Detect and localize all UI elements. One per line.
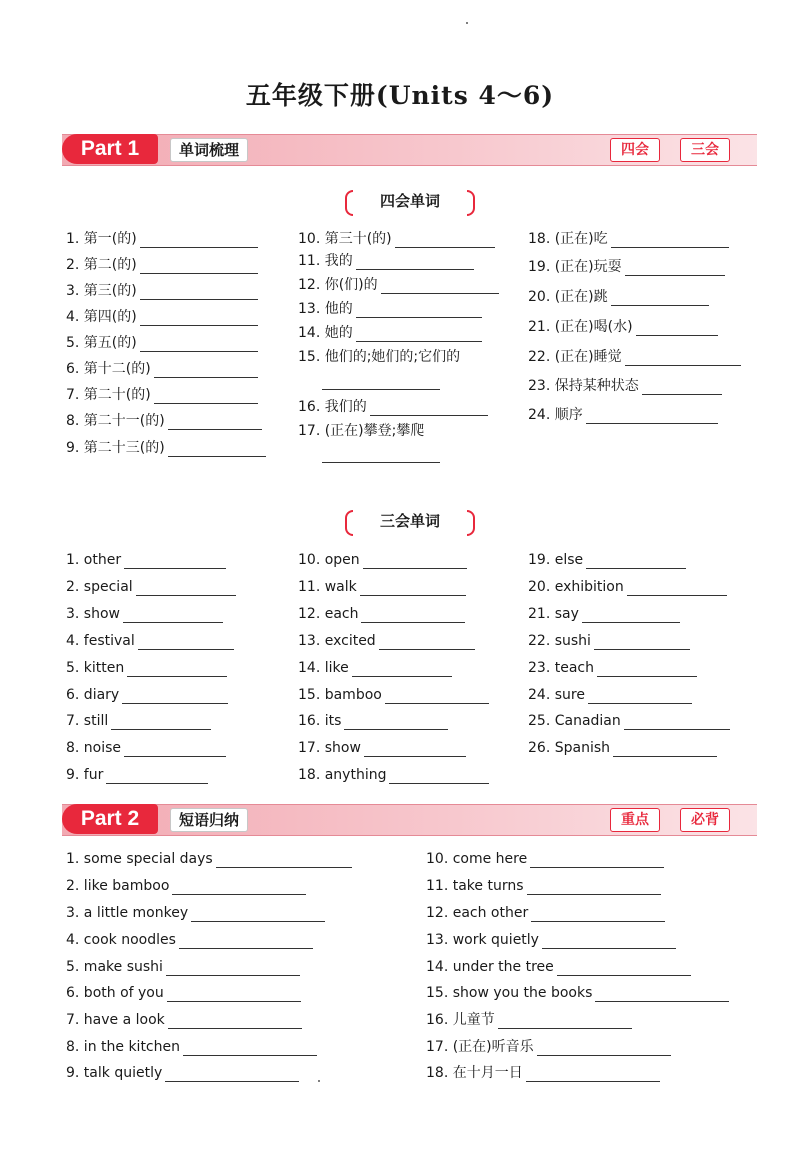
word-item: 16. its [298, 712, 448, 730]
word-item: 18. (正在)吃 [528, 230, 729, 248]
phrase-item: 9. talk quietly [66, 1064, 299, 1082]
phrase-item: 10. come here [426, 850, 664, 868]
part1-label: 单词梳理 [170, 138, 248, 162]
part2-header [62, 804, 757, 836]
answer-blank[interactable] [642, 380, 722, 395]
word-item: 22. (正在)睡觉 [528, 348, 741, 366]
answer-blank[interactable] [370, 401, 488, 416]
phrase-item: 5. make sushi [66, 958, 300, 976]
part1-header [62, 134, 757, 166]
answer-blank[interactable] [356, 255, 474, 270]
answer-blank[interactable] [627, 581, 727, 596]
word-item: 1. other [66, 551, 226, 569]
answer-blank[interactable] [588, 689, 692, 704]
word-item: 19. (正在)玩耍 [528, 258, 725, 276]
part1-tag-three: 三会 [680, 138, 730, 162]
word-item: 4. festival [66, 632, 234, 650]
phrase-item: 12. each other [426, 904, 665, 922]
answer-blank[interactable] [168, 442, 266, 457]
word-item: 21. (正在)喝(水) [528, 318, 718, 336]
answer-blank[interactable] [191, 907, 325, 922]
answer-blank[interactable] [625, 351, 741, 366]
answer-blank[interactable] [586, 554, 686, 569]
word-item: 13. excited [298, 632, 475, 650]
word-item: 9. fur [66, 766, 208, 784]
word-item: 3. 第三(的) [66, 282, 258, 300]
word-item: 19. else [528, 551, 686, 569]
answer-blank[interactable] [381, 279, 499, 294]
word-item: 7. 第二十(的) [66, 386, 258, 404]
word-item: 24. sure [528, 686, 692, 704]
answer-blank[interactable] [216, 853, 352, 868]
phrase-item: 13. work quietly [426, 931, 676, 949]
word-item: 14. 她的 [298, 324, 482, 342]
word-item: 4. 第四(的) [66, 308, 258, 326]
word-item: 21. say [528, 605, 680, 623]
phrase-item: 14. under the tree [426, 958, 691, 976]
word-item: 7. still [66, 712, 211, 730]
answer-blank[interactable] [123, 608, 223, 623]
word-item: 1. 第一(的) [66, 230, 258, 248]
answer-blank[interactable] [154, 363, 258, 378]
phrase-item: 17. (正在)听音乐 [426, 1038, 671, 1056]
answer-blank[interactable] [344, 715, 448, 730]
answer-blank[interactable] [179, 934, 313, 949]
answer-blank[interactable] [595, 987, 729, 1002]
answer-blank[interactable] [106, 769, 208, 784]
phrase-item: 2. like bamboo [66, 877, 306, 895]
answer-blank[interactable] [597, 662, 697, 677]
answer-blank[interactable] [364, 742, 466, 757]
word-item: 11. walk [298, 578, 466, 596]
answer-blank[interactable] [526, 1067, 660, 1082]
three-skill-heading: 三会单词 [345, 508, 475, 534]
phrase-item: 11. take turns [426, 877, 661, 895]
answer-blank[interactable] [168, 1014, 302, 1029]
answer-blank[interactable] [557, 961, 691, 976]
answer-blank[interactable] [172, 880, 306, 895]
answer-blank[interactable] [363, 554, 467, 569]
word-item: 12. each [298, 605, 465, 623]
answer-blank[interactable] [356, 327, 482, 342]
answer-blank[interactable] [183, 1041, 317, 1056]
word-item: 20. exhibition [528, 578, 727, 596]
word-item: 5. kitten [66, 659, 227, 677]
answer-blank[interactable] [124, 554, 226, 569]
word-item: 26. Spanish [528, 739, 717, 757]
answer-blank[interactable] [361, 608, 465, 623]
answer-blank[interactable] [360, 581, 466, 596]
phrase-item: 7. have a look [66, 1011, 302, 1029]
word-item: 2. special [66, 578, 236, 596]
answer-blank[interactable] [531, 907, 665, 922]
word-item: 9. 第二十三(的) [66, 439, 266, 457]
answer-blank[interactable] [611, 233, 729, 248]
word-item: 8. noise [66, 739, 226, 757]
word-item: 10. 第三十(的) [298, 230, 495, 248]
part1-tag-four: 四会 [610, 138, 660, 162]
answer-blank[interactable] [322, 462, 440, 463]
page-title: 五年级下册(Units 4～6) [245, 81, 555, 110]
word-item: 11. 我的 [298, 252, 474, 270]
answer-blank[interactable] [322, 389, 440, 390]
word-item: 16. 我们的 [298, 398, 488, 416]
answer-blank[interactable] [624, 715, 730, 730]
word-item: 6. 第十二(的) [66, 360, 258, 378]
speck [466, 22, 468, 24]
answer-blank[interactable] [636, 321, 718, 336]
answer-blank[interactable] [165, 1067, 299, 1082]
word-item: 17. (正在)攀登;攀爬 [298, 423, 425, 439]
answer-blank[interactable] [611, 291, 709, 306]
word-item: 6. diary [66, 686, 228, 704]
word-item: 10. open [298, 551, 467, 569]
answer-blank[interactable] [154, 389, 258, 404]
part2-pill: Part 2 [62, 804, 158, 834]
word-item: 3. show [66, 605, 223, 623]
word-item: 15. 他们的;她们的;它们的 [298, 349, 461, 365]
answer-blank[interactable] [389, 769, 489, 784]
answer-blank[interactable] [124, 742, 226, 757]
part2-label: 短语归纳 [170, 808, 248, 832]
phrase-item: 8. in the kitchen [66, 1038, 317, 1056]
word-item: 13. 他的 [298, 300, 482, 318]
answer-blank[interactable] [138, 635, 234, 650]
answer-blank[interactable] [140, 259, 258, 274]
word-item: 22. sushi [528, 632, 690, 650]
answer-blank[interactable] [136, 581, 236, 596]
phrase-item: 6. both of you [66, 984, 301, 1002]
part1-pill: Part 1 [62, 134, 158, 164]
word-item: 23. teach [528, 659, 697, 677]
answer-blank[interactable] [527, 880, 661, 895]
word-item: 2. 第二(的) [66, 256, 258, 274]
answer-blank[interactable] [167, 987, 301, 1002]
answer-blank[interactable] [530, 853, 664, 868]
phrase-item: 4. cook noodles [66, 931, 313, 949]
answer-blank[interactable] [379, 635, 475, 650]
answer-blank[interactable] [542, 934, 676, 949]
word-item: 8. 第二十一(的) [66, 412, 262, 430]
word-item: 24. 顺序 [528, 406, 718, 424]
word-item: 23. 保持某种状态 [528, 377, 722, 395]
answer-blank[interactable] [594, 635, 690, 650]
answer-blank[interactable] [537, 1041, 671, 1056]
answer-blank[interactable] [140, 311, 258, 326]
answer-blank[interactable] [625, 261, 725, 276]
answer-blank[interactable] [582, 608, 680, 623]
phrase-item: 15. show you the books [426, 984, 729, 1002]
answer-blank[interactable] [122, 689, 228, 704]
answer-blank[interactable] [586, 409, 718, 424]
word-item: 25. Canadian [528, 712, 730, 730]
phrase-item: 18. 在十月一日 [426, 1064, 660, 1082]
word-item: 5. 第五(的) [66, 334, 258, 352]
word-item: 15. bamboo [298, 686, 489, 704]
phrase-item: 1. some special days [66, 850, 352, 868]
answer-blank[interactable] [140, 233, 258, 248]
answer-blank[interactable] [140, 285, 258, 300]
word-item: 18. anything [298, 766, 489, 784]
word-item: 17. show [298, 739, 466, 757]
part2-tag-key: 重点 [610, 808, 660, 832]
answer-blank[interactable] [395, 233, 495, 248]
answer-blank[interactable] [352, 662, 452, 677]
answer-blank[interactable] [385, 689, 489, 704]
answer-blank[interactable] [140, 337, 258, 352]
word-item: 14. like [298, 659, 452, 677]
answer-blank[interactable] [127, 662, 227, 677]
speck [318, 1080, 320, 1082]
answer-blank[interactable] [111, 715, 211, 730]
word-item: 20. (正在)跳 [528, 288, 709, 306]
answer-blank[interactable] [166, 961, 300, 976]
four-skill-heading: 四会单词 [345, 188, 475, 214]
answer-blank[interactable] [613, 742, 717, 757]
word-item: 12. 你(们)的 [298, 276, 499, 294]
answer-blank[interactable] [168, 415, 262, 430]
answer-blank[interactable] [498, 1014, 632, 1029]
part2-tag-memorize: 必背 [680, 808, 730, 832]
phrase-item: 16. 儿童节 [426, 1011, 632, 1029]
answer-blank[interactable] [356, 303, 482, 318]
phrase-item: 3. a little monkey [66, 904, 325, 922]
